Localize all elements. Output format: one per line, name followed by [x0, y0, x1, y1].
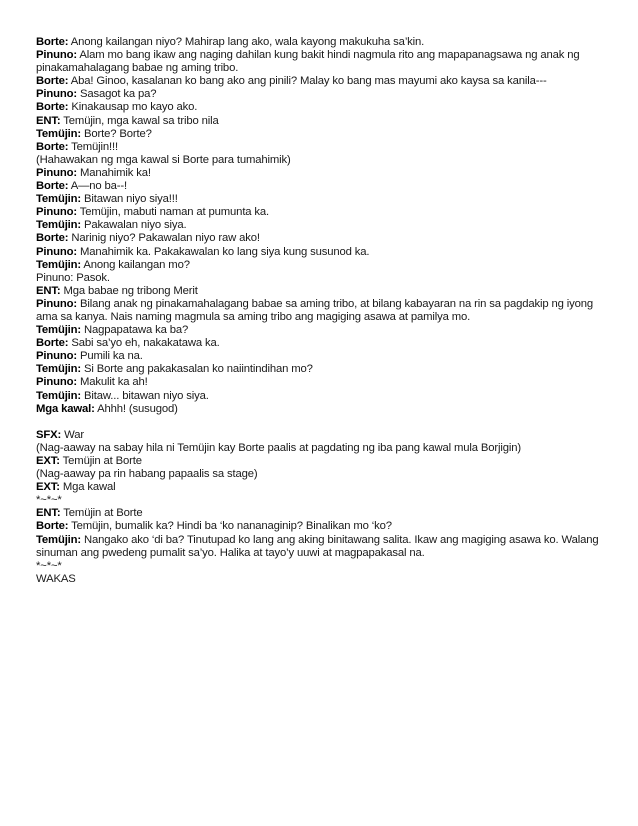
line-text: Makulit ka ah!: [77, 376, 148, 389]
line-text: Manahimik ka!: [77, 166, 151, 179]
dialogue-line: [36, 429, 606, 442]
dialogue-line: [36, 167, 606, 180]
dialogue-line: [36, 520, 606, 533]
line-text: Bitaw... bitawan niyo siya.: [81, 389, 209, 402]
line-text: Sasagot ka pa?: [77, 88, 157, 101]
speaker-label: Temüjin:: [36, 127, 82, 140]
line-text: Temüjin, bumalik ka? Hindi ba ‘ko nananaginip? Binalikan mo ‘ko?: [68, 520, 392, 533]
dialogue-line: [36, 115, 606, 128]
dialogue-line: [36, 272, 606, 285]
speaker-label: ENT:: [36, 284, 61, 297]
speaker-label: Borte:: [36, 232, 69, 245]
line-text: Borte? Borte?: [81, 127, 152, 140]
dialogue-line: [36, 455, 606, 468]
script-body: [36, 36, 606, 586]
line-text: Temüjin, mabuti naman at pumunta ka.: [77, 206, 270, 219]
line-text: Ahhh! (susugod): [94, 402, 178, 415]
speaker-label: Mga kawal:: [36, 402, 95, 415]
dialogue-line: [36, 180, 606, 193]
line-text: Manahimik ka. Pakakawalan ko lang siya kung susunod ka.: [77, 245, 370, 258]
dialogue-line: [36, 298, 606, 324]
dialogue-line: [36, 259, 606, 272]
line-text: Nagpapatawa ka ba?: [81, 324, 189, 337]
line-text: Mga kawal: [59, 481, 116, 494]
dialogue-line: [36, 507, 606, 520]
line-text: Narinig niyo? Pakawalan niyo raw ako!: [68, 232, 260, 245]
dialogue-line: [36, 219, 606, 232]
line-text: Pinuno: Pasok.: [36, 271, 110, 284]
dialogue-line: [36, 206, 606, 219]
speaker-label: Pinuno:: [36, 49, 77, 62]
line-text: War: [61, 428, 84, 441]
line-text: Alam mo bang ikaw ang naging dahilan kung bakit hindi nagmula rito ang mapapanagsawa ng anak ng pinakamahalagang babae ng aming tribo.: [36, 49, 580, 75]
line-text: A—no ba--!: [68, 180, 128, 193]
speaker-label: Temüjin:: [36, 389, 82, 402]
dialogue-line: [36, 468, 606, 481]
dialogue-line: [36, 337, 606, 350]
line-text: (Nag-aaway pa rin habang papaalis sa stage): [36, 468, 258, 481]
dialogue-line: [36, 376, 606, 389]
dialogue-line: [36, 534, 606, 560]
line-text: Bitawan niyo siya!!!: [81, 193, 178, 206]
dialogue-line: [36, 75, 606, 88]
line-text: *~*~*: [36, 494, 62, 507]
line-text: Temüjin!!!: [68, 140, 119, 153]
line-text: Pakawalan niyo siya.: [81, 219, 187, 232]
speaker-label: Temüjin:: [36, 258, 82, 271]
speaker-label: Borte:: [36, 337, 69, 350]
speaker-label: Borte:: [36, 140, 69, 153]
dialogue-line: [36, 390, 606, 403]
dialogue-line: [36, 494, 606, 507]
line-text: *~*~*: [36, 559, 62, 572]
line-text: Mga babae ng tribong Merit: [60, 284, 198, 297]
line-text: Bilang anak ng pinakamahalagang babae sa aming tribo, at bilang kabayaran na rin sa pagdakip ng iyong ama sa kanya. Nais naming magmula sa aming tribo ang magiging asawa at pamilya mo.: [36, 297, 594, 323]
speaker-label: Temüjin:: [36, 193, 82, 206]
dialogue-line: [36, 232, 606, 245]
speaker-label: Borte:: [36, 180, 69, 193]
line-text: Si Borte ang pakakasalan ko naiintindihan mo?: [81, 363, 313, 376]
speaker-label: Borte:: [36, 520, 69, 533]
speaker-label: Temüjin:: [36, 219, 82, 232]
blank-line: [36, 416, 606, 429]
speaker-label: Borte:: [36, 101, 69, 114]
line-text: Nangako ako ‘di ba? Tinutupad ko lang ang aking binitawang salita. Ikaw ang magiging asawa ko. Walang sinuman ang pwedeng pumalit sa’yo. Halika at tayo’y uuwi at magpapakasal na.: [36, 533, 599, 559]
dialogue-line: [36, 128, 606, 141]
dialogue-line: [36, 442, 606, 455]
speaker-label: Pinuno:: [36, 206, 77, 219]
dialogue-line: [36, 88, 606, 101]
speaker-label: Pinuno:: [36, 88, 77, 101]
dialogue-line: [36, 481, 606, 494]
line-text: (Hahawakan ng mga kawal si Borte para tumahimik): [36, 153, 291, 166]
dialogue-line: [36, 324, 606, 337]
dialogue-line: [36, 560, 606, 573]
speaker-label: EXT:: [36, 481, 60, 494]
speaker-label: EXT:: [36, 455, 60, 467]
line-text: Temüjin at Borte: [60, 507, 143, 520]
speaker-label: Pinuno:: [36, 376, 77, 389]
speaker-label: Temüjin:: [36, 533, 82, 546]
speaker-label: Pinuno:: [36, 350, 77, 363]
line-text: Sabi sa’yo eh, nakakatawa ka.: [68, 337, 220, 350]
speaker-label: Temüjin:: [36, 363, 82, 376]
dialogue-line: [36, 363, 606, 376]
dialogue-line: [36, 285, 606, 298]
line-text: Anong kailangan mo?: [81, 258, 190, 271]
speaker-label: ENT:: [36, 507, 61, 520]
line-text: Temüjin at Borte: [59, 455, 142, 467]
speaker-label: SFX:: [36, 428, 62, 441]
dialogue-line: [36, 350, 606, 363]
dialogue-line: [36, 36, 606, 49]
line-text: Pumili ka na.: [77, 350, 143, 363]
speaker-label: ENT:: [36, 114, 61, 127]
dialogue-line: [36, 101, 606, 114]
line-text: Aba! Ginoo, kasalanan ko bang ako ang pinili? Malay ko bang mas mayumi ako kaysa sa kanila---: [68, 75, 547, 88]
line-text: Kinakausap mo kayo ako.: [68, 101, 198, 114]
speaker-label: Borte:: [36, 36, 69, 48]
dialogue-line: [36, 573, 606, 586]
line-text: WAKAS: [36, 572, 76, 585]
speaker-label: Pinuno:: [36, 297, 77, 310]
line-text: Anong kailangan niyo? Mahirap lang ako, wala kayong makukuha sa’kin.: [68, 36, 425, 48]
dialogue-line: [36, 141, 606, 154]
line-text: Temüjin, mga kawal sa tribo nila: [60, 114, 219, 127]
dialogue-line: [36, 49, 606, 75]
speaker-label: Temüjin:: [36, 324, 82, 337]
dialogue-line: [36, 154, 606, 167]
dialogue-line: [36, 193, 606, 206]
speaker-label: Pinuno:: [36, 245, 77, 258]
line-text: (Nag-aaway na sabay hila ni Temüjin kay Borte paalis at pagdating ng iba pang kawal mula Borjigin): [36, 441, 521, 454]
speaker-label: Pinuno:: [36, 166, 77, 179]
dialogue-line: [36, 403, 606, 416]
speaker-label: Borte:: [36, 75, 69, 88]
dialogue-line: [36, 246, 606, 259]
